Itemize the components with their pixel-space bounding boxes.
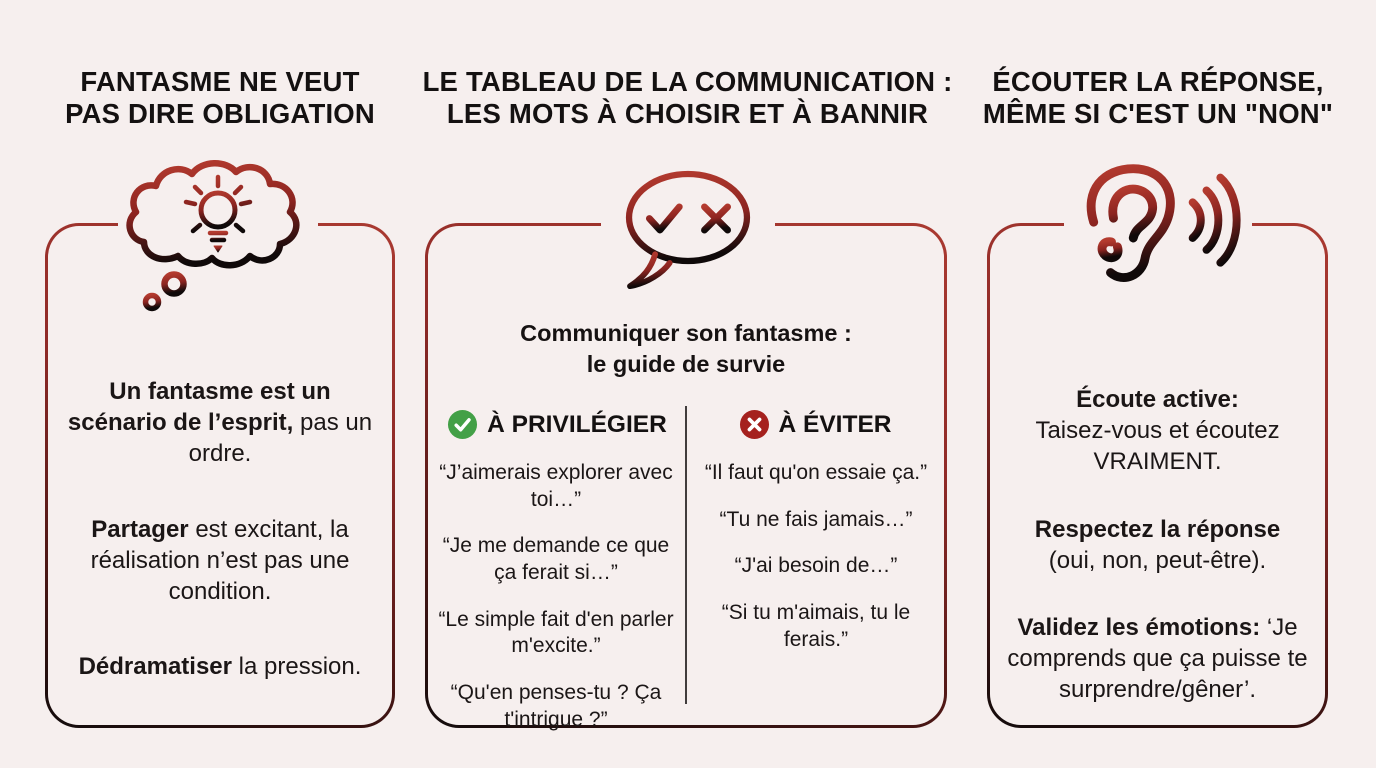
quote: “Si tu m'aimais, tu le ferais.” bbox=[721, 600, 911, 651]
cross-circle-icon bbox=[739, 409, 770, 440]
paragraph bbox=[60, 514, 380, 608]
paragraph-bold: Écoute active: bbox=[1076, 386, 1239, 413]
quote: “Je me demande ce que ça ferait si…” bbox=[442, 534, 670, 584]
subtitle-line: le guide de survie bbox=[586, 350, 786, 377]
paragraph bbox=[60, 376, 380, 470]
paragraph-bold: Respectez la réponse bbox=[1034, 515, 1281, 543]
eviter-label: À ÉVITER bbox=[778, 410, 892, 438]
middle-column-title bbox=[395, 66, 980, 131]
quote: “J'ai besoin de…” bbox=[734, 554, 898, 578]
privilegier-label: À PRIVILÉGIER bbox=[487, 410, 667, 438]
paragraph bbox=[79, 651, 362, 682]
title-line: ÉCOUTER LA RÉPONSE, bbox=[992, 66, 1324, 97]
right-column-title bbox=[970, 66, 1346, 131]
quote: “Tu ne fais jamais…” bbox=[719, 507, 913, 531]
column-divider bbox=[685, 406, 687, 704]
eviter-header bbox=[686, 409, 944, 440]
thought-bubble-lightbulb-icon bbox=[118, 154, 318, 318]
left-column-title bbox=[30, 66, 410, 131]
ear-listening-icon bbox=[1064, 154, 1252, 318]
paragraph-bold: Un fantasme est un scénario de l’esprit, bbox=[67, 378, 331, 437]
paragraph-rest: (oui, non, peut-être). bbox=[1048, 546, 1267, 574]
paragraph-bold: Dédramatiser bbox=[78, 653, 232, 681]
privilegier-quotes bbox=[438, 460, 674, 733]
subtitle-line: Communiquer son fantasme : bbox=[520, 320, 852, 346]
title-line: MÊME SI C'EST UN "NON" bbox=[982, 98, 1334, 130]
quote: “J’aimerais explorer avec toi…” bbox=[439, 461, 673, 511]
check-circle-icon bbox=[447, 409, 478, 440]
speech-bubble-check-cross-icon bbox=[601, 160, 775, 304]
eviter-quotes bbox=[698, 460, 934, 653]
paragraph-rest: pas un ordre. bbox=[188, 409, 373, 468]
speech-bubble-svg bbox=[601, 162, 775, 302]
paragraph bbox=[1002, 612, 1313, 706]
paragraph-bold: Partager bbox=[91, 515, 189, 543]
paragraph bbox=[1002, 384, 1313, 478]
quote: “Qu'en penses-tu ? Ça t'intrigue ?” bbox=[450, 680, 662, 731]
paragraph-bold: Validez les émotions: bbox=[1017, 613, 1261, 641]
paragraph bbox=[1035, 514, 1280, 576]
title-line: FANTASME NE VEUT bbox=[80, 66, 360, 97]
thought-bubble-svg bbox=[118, 156, 318, 316]
middle-subtitle bbox=[428, 318, 944, 379]
paragraph-rest: la pression. bbox=[232, 653, 362, 681]
title-line: LE TABLEAU DE LA COMMUNICATION : bbox=[422, 66, 953, 97]
quote: “Il faut qu'on essaie ça.” bbox=[704, 461, 928, 484]
quote: “Le simple fait d'en parler m'excite.” bbox=[438, 607, 674, 658]
paragraph-rest: ‘Je comprends que ça puisse te surprendre/gêner’. bbox=[1007, 613, 1308, 704]
privilegier-header bbox=[428, 409, 686, 440]
paragraph-rest: est excitant, la réalisation n’est pas une condition. bbox=[90, 515, 350, 605]
ear-svg bbox=[1064, 156, 1252, 316]
title-line: LES MOTS À CHOISIR ET À BANNIR bbox=[446, 98, 929, 130]
title-line: PAS DIRE OBLIGATION bbox=[65, 98, 375, 130]
paragraph-rest: Taisez-vous et écoutez VRAIMENT. bbox=[1035, 417, 1280, 476]
